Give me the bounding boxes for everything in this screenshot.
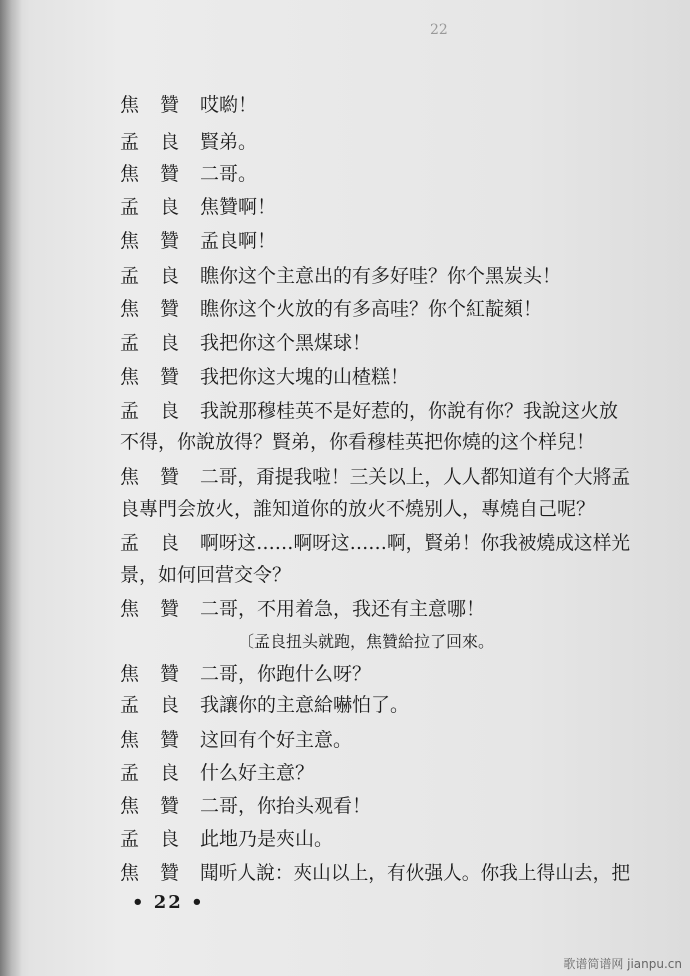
speaker-char-2: 良 xyxy=(160,332,180,354)
speaker-char-2: 贊 xyxy=(160,862,180,884)
line-text: 我讓你的主意給嚇怕了。 xyxy=(200,694,410,716)
line-text: 聞听人說：夾山以上，有伙强人。你我上得山去，把 xyxy=(200,862,631,884)
line-text: 我說那穆桂英不是好惹的，你說有你？我說这火放 xyxy=(200,400,619,422)
speaker-char-2: 贊 xyxy=(160,366,180,388)
line-text: 什么好主意？ xyxy=(200,762,315,784)
speaker-char-2: 贊 xyxy=(160,94,180,116)
line-text: 这回有个好主意。 xyxy=(200,729,353,751)
line-text: 哎喲！ xyxy=(200,94,258,116)
speaker-char-1: 孟 xyxy=(120,196,140,218)
speaker-char-2: 良 xyxy=(160,762,180,784)
line-text-continuation: 良專門会放火，誰知道你的放火不燒别人，專燒自己呢？ xyxy=(120,498,596,520)
speaker-char-1: 焦 xyxy=(120,598,140,620)
speaker-char-2: 贊 xyxy=(160,795,180,817)
line-text-continuation: 景，如何回营交令？ xyxy=(120,564,292,586)
speaker-char-2: 良 xyxy=(160,196,180,218)
line-text: 二哥，不用着急，我还有主意哪！ xyxy=(200,598,486,620)
line-text: 二哥。 xyxy=(200,163,258,185)
speaker-char-2: 贊 xyxy=(160,230,180,252)
line-text: 二哥，甭提我啦！三关以上，人人都知道有个大將孟 xyxy=(200,466,631,488)
speaker-char-2: 贊 xyxy=(160,163,180,185)
speaker-char-1: 焦 xyxy=(120,862,140,884)
line-text: 孟良啊！ xyxy=(200,230,277,252)
speaker-char-2: 良 xyxy=(160,532,180,554)
stage-direction: 〔孟良扭头就跑，焦贊給拉了回來。 xyxy=(238,632,495,651)
line-text: 此地乃是夾山。 xyxy=(200,828,334,850)
faint-page-mark: 22 xyxy=(430,22,448,38)
line-text: 賢弟。 xyxy=(200,131,258,153)
speaker-char-1: 焦 xyxy=(120,795,140,817)
speaker-char-1: 焦 xyxy=(120,729,140,751)
speaker-char-1: 孟 xyxy=(120,265,140,287)
speaker-char-2: 贊 xyxy=(160,298,180,320)
speaker-char-1: 焦 xyxy=(120,466,140,488)
speaker-char-1: 孟 xyxy=(120,762,140,784)
speaker-char-2: 良 xyxy=(160,400,180,422)
speaker-char-2: 良 xyxy=(160,828,180,850)
speaker-char-1: 焦 xyxy=(120,298,140,320)
line-text: 二哥，你抬头观看！ xyxy=(200,795,372,817)
speaker-char-1: 焦 xyxy=(120,663,140,685)
site-watermark: 歌谱简谱网 jianpu.cn xyxy=(563,957,682,971)
line-text: 瞧你这个火放的有多高哇？你个紅靛頦！ xyxy=(200,298,543,320)
speaker-char-2: 贊 xyxy=(160,663,180,685)
line-text: 二哥，你跑什么呀？ xyxy=(200,663,372,685)
line-text-continuation: 不得，你說放得？賢弟，你看穆桂英把你燒的这个样兒！ xyxy=(120,431,596,453)
speaker-char-2: 良 xyxy=(160,265,180,287)
line-text: 瞧你这个主意出的有多好哇？你个黑炭头！ xyxy=(200,265,562,287)
page-number: • 22 • xyxy=(132,892,205,913)
speaker-char-2: 良 xyxy=(160,694,180,716)
speaker-char-1: 孟 xyxy=(120,131,140,153)
line-text: 啊呀这……啊呀这……啊，賢弟！你我被燒成这样光 xyxy=(200,532,631,554)
line-text: 我把你这个黑煤球！ xyxy=(200,332,372,354)
speaker-char-1: 焦 xyxy=(120,94,140,116)
speaker-char-1: 焦 xyxy=(120,163,140,185)
speaker-char-1: 焦 xyxy=(120,230,140,252)
line-text: 焦贊啊！ xyxy=(200,196,277,218)
speaker-char-2: 贊 xyxy=(160,598,180,620)
speaker-char-1: 孟 xyxy=(120,332,140,354)
speaker-char-2: 良 xyxy=(160,131,180,153)
line-text: 我把你这大塊的山楂糕！ xyxy=(200,366,410,388)
speaker-char-2: 贊 xyxy=(160,466,180,488)
speaker-char-1: 孟 xyxy=(120,828,140,850)
speaker-char-2: 贊 xyxy=(160,729,180,751)
speaker-char-1: 焦 xyxy=(120,366,140,388)
speaker-char-1: 孟 xyxy=(120,400,140,422)
speaker-char-1: 孟 xyxy=(120,532,140,554)
speaker-char-1: 孟 xyxy=(120,694,140,716)
